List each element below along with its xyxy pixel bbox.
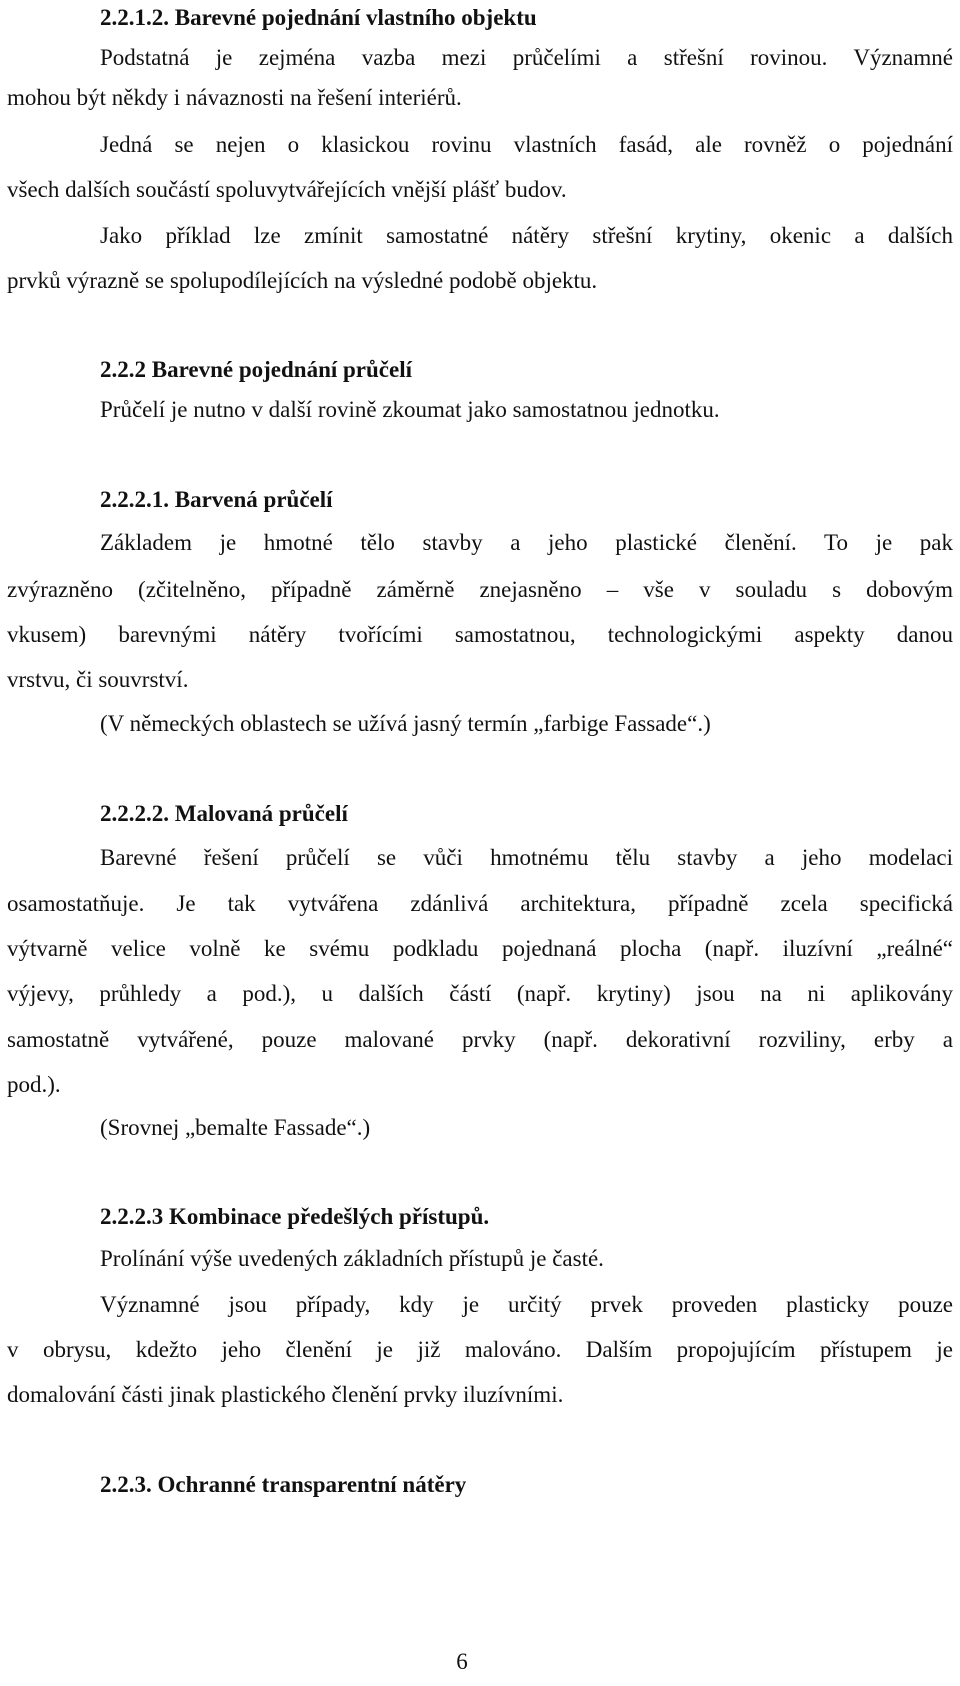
page-number: 6 [456,1649,468,1674]
paragraph-line: Podstatná je zejména vazba mezi průčelími a střešní rovinou. Významné [100,45,953,70]
heading-2-2-3: 2.2.3. Ochranné transparentní nátěry [100,1472,467,1497]
paragraph-line: zvýrazněno (zčitelněno, případně záměrně znejasněno – vše v souladu s dobovým [7,577,953,602]
heading-2-2-2-1: 2.2.2.1. Barvená průčelí [100,487,333,512]
paragraph-line: prvků výrazně se spolupodílejících na výsledné podobě objektu. [7,268,598,293]
heading-2-2-2-3: 2.2.2.3 Kombinace předešlých přístupů. [100,1204,490,1229]
paragraph-line: vkusem) barevnými nátěry tvořícími samostatnou, technologickými aspekty danou [7,622,953,647]
paragraph-line: Významné jsou případy, kdy je určitý prvek proveden plasticky pouze [100,1292,953,1317]
paragraph-line: vrstvu, či souvrství. [7,667,189,692]
paragraph-line: výtvarně velice volně ke svému podkladu pojednaná plocha (např. iluzívní „reálné“ [7,936,953,961]
paragraph-line: Základem je hmotné tělo stavby a jeho plastické členění. To je pak [100,530,953,555]
paragraph-line: Jedná se nejen o klasickou rovinu vlastních fasád, ale rovněž o pojednání [100,132,953,157]
paragraph-line: (Srovnej „bemalte Fassade“.) [100,1115,371,1140]
paragraph-line: výjevy, průhledy a pod.), u dalších částí (např. krytiny) jsou na ni aplikovány [7,981,953,1006]
paragraph-line: Barevné řešení průčelí se vůči hmotnému tělu stavby a jeho modelaci [100,845,953,870]
paragraph-line: (V německých oblastech se užívá jasný termín „farbige Fassade“.) [100,711,711,736]
paragraph-line: Průčelí je nutno v další rovině zkoumat jako samostatnou jednotku. [100,397,720,422]
paragraph-line: samostatně vytvářené, pouze malované prvky (např. dekorativní rozviliny, erby a [7,1027,953,1052]
heading-2-2-2-2: 2.2.2.2. Malovaná průčelí [100,801,348,826]
paragraph-line: Jako příklad lze zmínit samostatné nátěry střešní krytiny, okenic a dalších [100,223,953,248]
paragraph-line: domalování části jinak plastického členění prvky iluzívními. [7,1382,564,1407]
paragraph-line: v obrysu, kdežto jeho členění je již malováno. Dalším propojujícím přístupem je [7,1337,953,1362]
paragraph-line: osamostatňuje. Je tak vytvářena zdánlivá architektura, případně zcela specifická [7,891,953,916]
heading-2-2-1-2: 2.2.1.2. Barevné pojednání vlastního objektu [100,5,537,30]
paragraph-line: pod.). [7,1072,61,1097]
heading-2-2-2: 2.2.2 Barevné pojednání průčelí [100,357,413,382]
paragraph-line: Prolínání výše uvedených základních přístupů je časté. [100,1246,604,1271]
paragraph-line: všech dalších součástí spoluvytvářejících vnější plášť budov. [7,177,567,202]
paragraph-line: mohou být někdy i návaznosti na řešení interiérů. [7,85,462,110]
